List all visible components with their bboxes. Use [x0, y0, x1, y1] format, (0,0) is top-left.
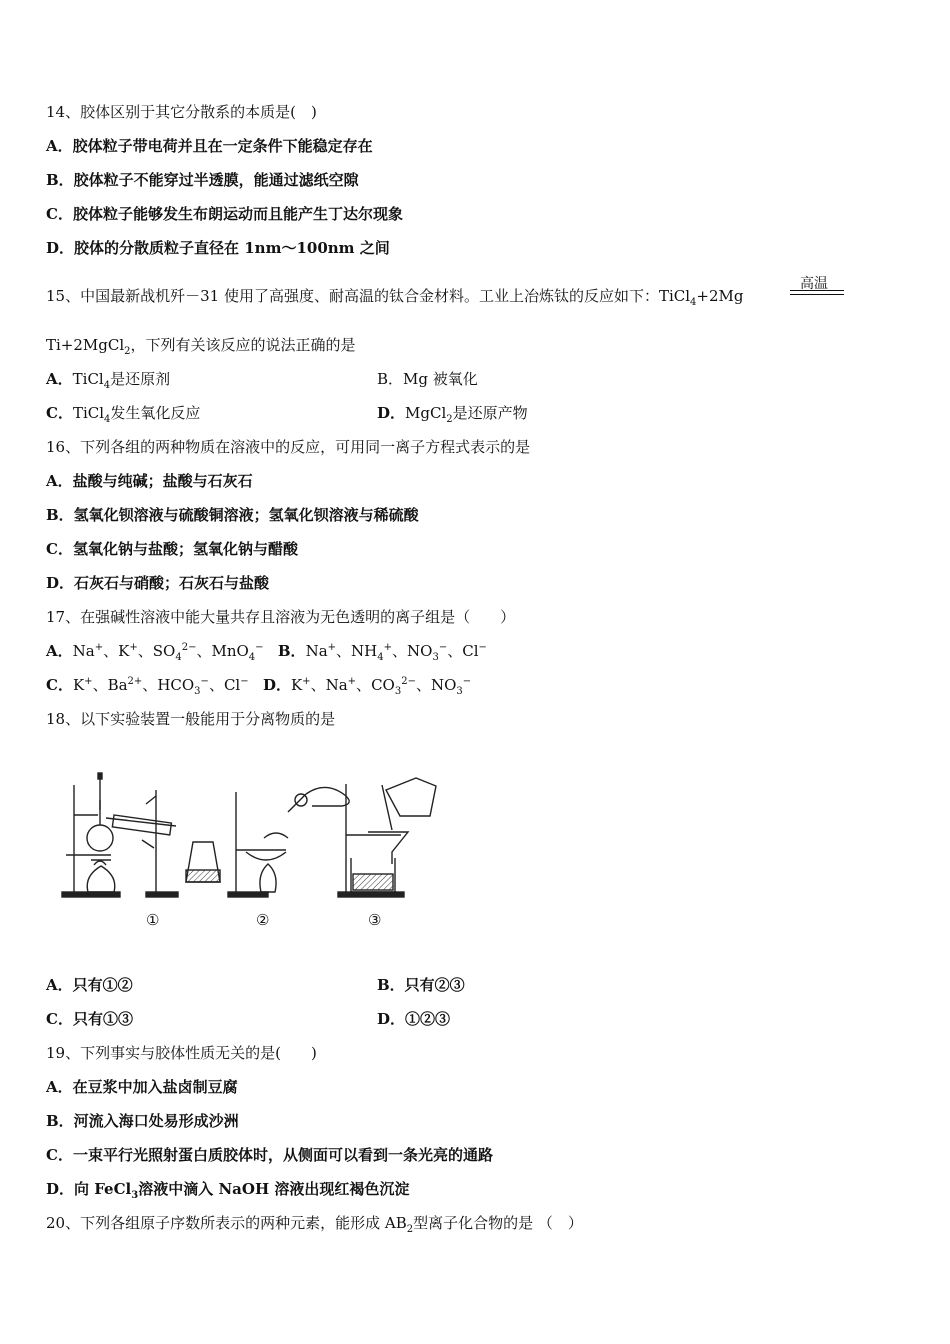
q18-option-a: A．只有①② — [46, 976, 133, 994]
filtration-apparatus — [338, 778, 436, 897]
q14-option-c: C．胶体粒子能够发生布朗运动而且能产生丁达尔现象 — [46, 205, 403, 223]
q19-option-a: A．在豆浆中加入盐卤制豆腐 — [46, 1078, 238, 1096]
q17-options-cd: C．K+、$Ba^{2+}$、$HCO_3^-$、Cl− D．K+、Na+、$CO_3^{2-}$、$NO_3^-$ — [46, 676, 472, 697]
figure-label-1: ① — [146, 911, 160, 929]
q19-stem: 19、下列事实与胶体性质无关的是( ) — [46, 1044, 317, 1062]
q20-stem: 20、下列各组原子序数所表示的两种元素，能形成 $AB_2$型离子化合物的是 （ ） — [46, 1214, 583, 1235]
q15-option-d: D．MgCl$_2$是还原产物 — [377, 404, 528, 425]
q18-option-c: C．只有①③ — [46, 1010, 133, 1028]
q15-option-c: C．TiCl$_4$发生氧化反应 — [46, 404, 201, 425]
q15-option-a: A．TiCl$_4$是还原剂 — [46, 370, 171, 391]
q16-stem: 16、下列各组的两种物质在溶液中的反应，可用同一离子方程式表示的是 — [46, 438, 531, 456]
q14-option-b: B．胶体粒子不能穿过半透膜，能通过滤纸空隙 — [46, 171, 359, 189]
q16-option-c: C．氢氧化钠与盐酸；氢氧化钠与醋酸 — [46, 540, 298, 558]
figure-label-3: ③ — [368, 911, 382, 929]
q14-stem: 14、胶体区别于其它分散系的本质是( ) — [46, 103, 317, 121]
q18-stem: 18、以下实验装置一般能用于分离物质的是 — [46, 710, 336, 728]
q16-option-b: B．氢氧化钡溶液与硫酸铜溶液；氢氧化钡溶液与稀硫酸 — [46, 506, 419, 524]
reaction-condition-high-temp: 高温 — [790, 273, 844, 299]
q16-option-d: D．石灰石与硝酸；石灰石与盐酸 — [46, 574, 270, 592]
q15-option-b: B．Mg 被氧化 — [377, 370, 478, 388]
q18-option-d: D．①②③ — [377, 1010, 451, 1028]
q19-option-b: B．河流入海口处易形成沙洲 — [46, 1112, 239, 1130]
q17-options-ab: A．Na+、K+、$SO_4^{2-}$、MnO$_4$− B．Na+、$NH_4^+$、$NO_3^-$、Cl− — [46, 642, 487, 663]
lab-apparatus-figure — [56, 770, 446, 935]
figure-label-2: ② — [256, 911, 270, 929]
distillation-apparatus — [62, 773, 220, 897]
q19-option-d: D．向 FeCl$_3$溶液中滴入 NaOH 溶液出现红褐色沉淀 — [46, 1180, 410, 1201]
q16-option-a: A．盐酸与纯碱；盐酸与石灰石 — [46, 472, 253, 490]
q15-stem: 15、中国最新战机歼－31 使用了高强度、耐高温的钛合金材料。工业上冶炼钛的反应如下：TiCl$_4$+2Mg — [46, 287, 744, 308]
evaporation-apparatus — [228, 787, 349, 897]
q18-option-b: B．只有②③ — [377, 976, 465, 994]
q14-option-a: A．胶体粒子带电荷并且在一定条件下能稳定存在 — [46, 137, 373, 155]
q15-stem-continued: Ti+2MgCl$_2$，下列有关该反应的说法正确的是 — [46, 336, 356, 357]
q17-stem: 17、在强碱性溶液中能大量共存且溶液为无色透明的离子组是（ ） — [46, 608, 516, 626]
q19-option-c: C．一束平行光照射蛋白质胶体时，从侧面可以看到一条光亮的通路 — [46, 1146, 493, 1164]
q14-option-d: D．胶体的分散质粒子直径在 1nm～100nm 之间 — [46, 239, 390, 257]
